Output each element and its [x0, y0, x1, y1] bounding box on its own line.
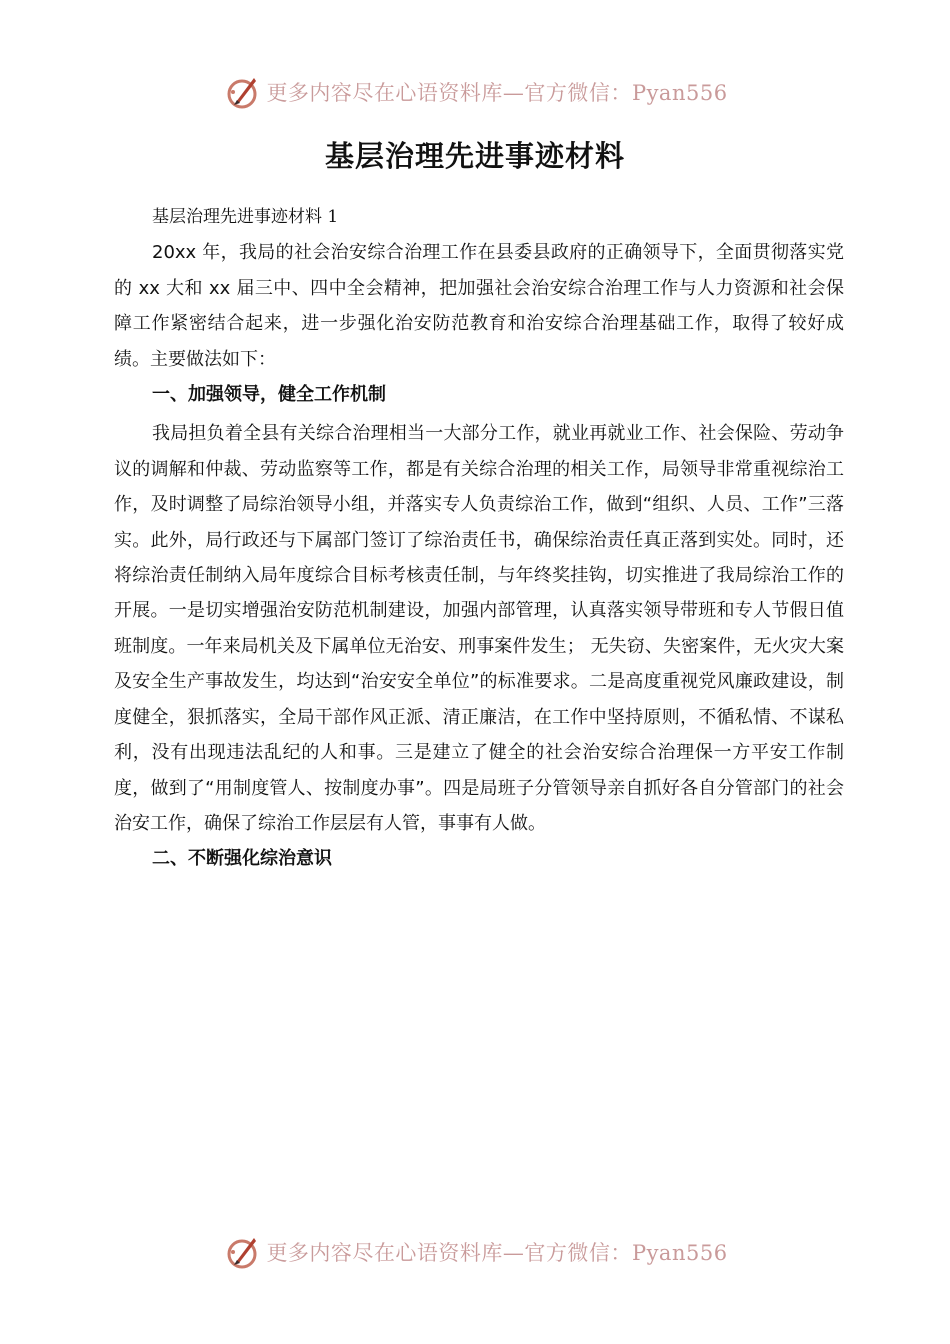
watermark-brand: Pyan556 — [631, 1241, 728, 1265]
section-1-paragraph: 我局担负着全县有关综合治理相当一大部分工作，就业再就业工作、社会保险、劳动争议的调解和仲裁、劳动监察等工作，都是有关综合治理的相关工作，局领导非常重视综治工作，及时调整了局综治领导小组，并落实专人负责综治工作，做到“组织、人员、工作”三落实。此外，局行政还与下属部门签订了综治责任书，确保综治责任真正落到实处。同时，还将综治责任制纳入局年度综合目标考核责任制，与年终奖挂钩，切实推进了我局综治工作的开展。一是切实增强治安防范机制建设，加强内部管理，认真落实领导带班和专人节假日值班制度。一年来局机关及下属单位无治安、刑事案件发生； 无失窃、失密案件，无火灾大案及安全生产事故发生，均达到“治安安全单位”的标准要求。二是高度重视党风廉政建设，制度健全，狠抓落实，全局干部作风正派、清正廉洁，在工作中坚持原则，不循私情、不谋私利，没有出现违法乱纪的人和事。三是建立了健全的社会治安综合治理保一方平安工作制度，做到了“用制度管人、按制度办事”。四是局班子分管领导亲自抓好各自分管部门的社会治安工作，确保了综治工作层层有人管，事事有人做。 — [114, 423, 844, 834]
section-heading-2: 二、不断强化综治意识 — [152, 848, 332, 870]
watermark-text: 更多内容尽在心语资料库—官方微信： — [266, 81, 632, 105]
watermark-text: 更多内容尽在心语资料库—官方微信： — [266, 1241, 632, 1265]
watermark-banner-top — [0, 72, 950, 112]
section-heading-1: 一、加强领导，健全工作机制 — [152, 384, 386, 406]
intro-paragraph: 20xx 年，我局的社会治安综合治理工作在县委县政府的正确领导下，全面贯彻落实党的 xx 大和 xx 届三中、四中全会精神，把加强社会治安综合治理工作与人力资源和社会保障工作紧密结合起来，进一步强化治安防范教育和治安综合治理基础工作，取得了较好成绩。主要做法如下： — [114, 242, 844, 370]
watermark-banner-bottom — [0, 1232, 950, 1272]
quill-pen-logo-icon — [222, 72, 262, 112]
document-title: 基层治理先进事迹材料 — [324, 139, 625, 173]
watermark-brand: Pyan556 — [631, 81, 728, 105]
document-subtitle: 基层治理先进事迹材料 1 — [152, 207, 339, 227]
document-body — [114, 200, 844, 877]
quill-pen-logo-icon — [222, 1232, 262, 1272]
